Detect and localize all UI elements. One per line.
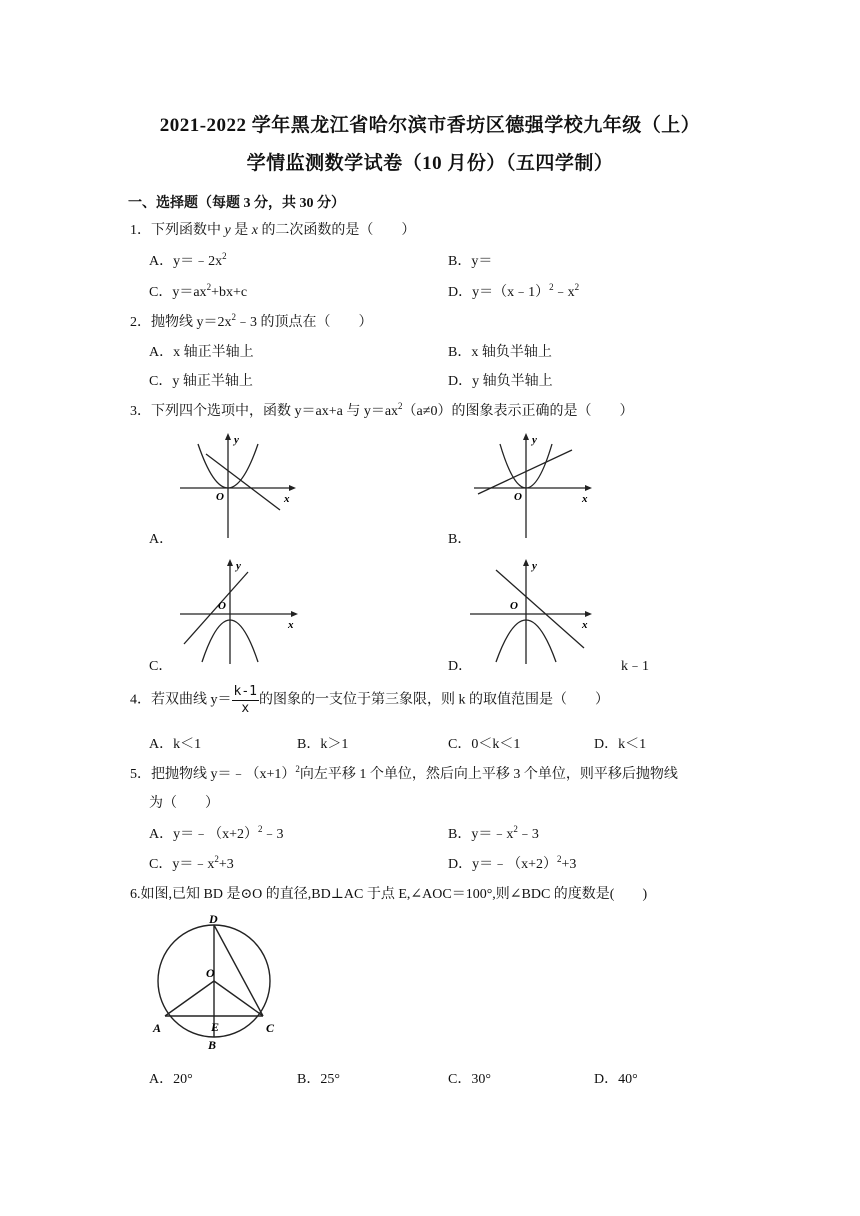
exam-title-line2: 学情监测数学试卷（10 月份）（五四学制） [246,153,614,174]
q3-graph-a [176,430,300,540]
q5-option-a: A．$y=﹣(x+2)^2﹣3$ [149,824,284,842]
q3d-axis-x-label: x [582,619,588,631]
question-2-stem: 2．抛物线 $y=2x^2﹣3$ 的顶点在（ ） [130,312,373,330]
q6-option-d: D．40° [594,1072,638,1087]
question-1-stem: 1．下列函数中 y 是 x 的二次函数的是（ ） [130,223,416,238]
q3a-origin-label: O [216,491,224,503]
q2-option-d: D．y 轴负半轴上 [448,374,553,389]
q6-label-e: E [211,1020,220,1034]
q3-option-b: B． [448,532,472,547]
q6-circle-figure [148,910,278,1052]
q3c-origin-label: O [218,600,226,612]
stray-text-k-minus-1: k﹣1 [621,659,649,674]
question-5-stem: 5．把抛物线 $y=﹣(x+1)^2$向左平移 1 个单位，然后向上平移 3 个单位，则平移后抛物线 [130,764,678,782]
q2-option-a: A．x 轴正半轴上 [149,345,254,360]
q1-option-d: D．$y=(x﹣1)^2﹣x^2$ [448,282,580,300]
q3-option-a: A． [149,532,174,547]
question-4-stem: 4．若双曲线 y＝ $\frac{k-1}{x}$ 的图象的一支位于第三象限，则 k 的取值范围是（ ） [130,684,609,716]
q6-label-c: C [266,1021,275,1035]
q3c-axis-y-label: y [236,560,241,572]
question-3-stem: 3．下列四个选项中，函数 y＝ax+a 与 $y=ax^2(a\ne 0)$的图象表示正确的是（ ） [130,401,634,419]
q1-option-b: B．y＝ [448,254,493,269]
q5-option-d: D．$y=﹣(x+2)^2+3$ [448,854,577,872]
q3-option-d: D． [448,659,473,674]
q6-label-o: O [206,966,215,980]
section-heading: 一、选择题（每题 3 分，共 30 分） [128,196,345,211]
q6-option-c: C．30° [448,1072,491,1087]
q5-option-b: B．$y=﹣x^2﹣3$ [448,824,539,842]
question-5-stem-cont: 为（ ） [149,796,219,811]
q6-label-d: D [209,912,218,926]
q2-option-b: B．x 轴负半轴上 [448,345,552,360]
q3c-axis-x-label: x [288,619,294,631]
q3a-axis-x-label: x [284,493,290,505]
q3-option-c: C． [149,659,173,674]
q3b-origin-label: O [514,491,522,503]
q2-option-c: C．y 轴正半轴上 [149,374,253,389]
q4-option-a: A．k＜1 [149,737,202,752]
q4-option-b: B．k＞1 [297,737,349,752]
q3-graph-d [466,556,596,666]
q1-option-a: A．$y=﹣2x^2$ [149,251,227,269]
q6-option-b: B．25° [297,1072,340,1087]
q6-option-a: A．20° [149,1072,193,1087]
q6-label-a: A [153,1021,162,1035]
q5-option-c: C．$y=﹣x^2+3$ [149,854,234,872]
q4-fraction: $\frac{k-1}{x}$ [233,684,257,716]
exam-title-line1: 2021-2022 学年黑龙江省哈尔滨市香坊区德强学校九年级（上） [159,115,701,136]
q3a-axis-y-label: y [234,434,239,446]
q3-graph-c [176,556,302,666]
q3-graph-b [470,430,596,540]
q1-option-c: C．$y=ax^2+bx+c$ [149,282,248,300]
q4-option-c: C．0＜k＜1 [448,737,521,752]
q6-label-b: B [208,1038,217,1052]
q4-option-d: D．k＜1 [594,737,647,752]
q3d-axis-y-label: y [532,560,537,572]
q3b-axis-y-label: y [532,434,537,446]
q3b-axis-x-label: x [582,493,588,505]
question-6-stem: 6.如图,已知 BD 是⊙O 的直径,BD⊥AC 于点 E,∠AOC＝100°,则∠BDC 的度数是( ) [130,887,648,902]
q3d-origin-label: O [510,600,518,612]
